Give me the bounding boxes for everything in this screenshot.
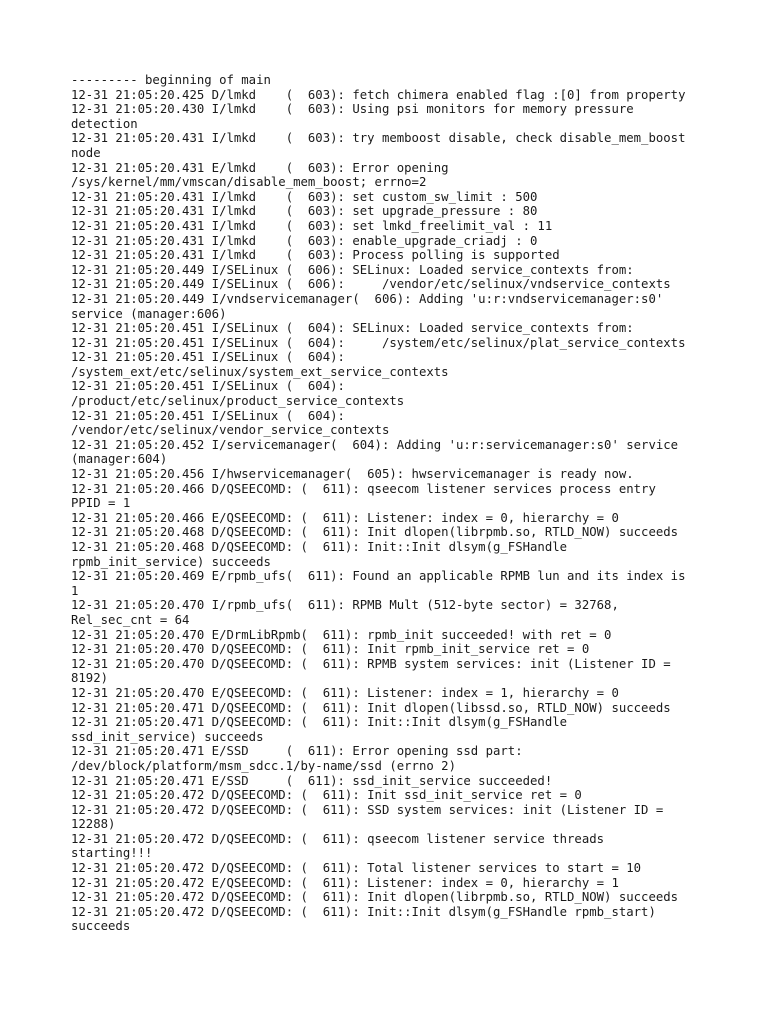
log-line: /sys/kernel/mm/vmscan/disable_mem_boost; errno=2 (71, 175, 427, 190)
log-line: 12-31 21:05:20.472 D/QSEECOMD: ( 611): SSD system services: init (Listener ID = (71, 802, 664, 817)
log-line: /vendor/etc/selinux/vendor_service_contexts (71, 423, 390, 438)
log-line: 12-31 21:05:20.431 I/lmkd ( 603): set upgrade_pressure : 80 (71, 204, 538, 219)
log-line: starting!!! (71, 846, 153, 861)
log-line: detection (71, 116, 138, 131)
log-line: 12-31 21:05:20.431 I/lmkd ( 603): set lmkd_freelimit_val : 11 (71, 218, 553, 233)
log-line: 12-31 21:05:20.452 I/servicemanager( 604): Adding 'u:r:servicemanager:s0' service (71, 437, 679, 452)
log-line: 12-31 21:05:20.468 D/QSEECOMD: ( 611): Init dlopen(librpmb.so, RTLD_NOW) succeeds (71, 525, 679, 540)
log-line: /product/etc/selinux/product_service_contexts (71, 394, 405, 409)
log-line: 12-31 21:05:20.431 E/lmkd ( 603): Error opening (71, 160, 449, 175)
log-line: 12-31 21:05:20.466 D/QSEECOMD: ( 611): qseecom listener services process entry (71, 481, 656, 496)
log-line: 12-31 21:05:20.472 D/QSEECOMD: ( 611): qseecom listener service threads (71, 831, 605, 846)
log-line: service (manager:606) (71, 306, 227, 321)
log-line: rpmb_init_service) succeeds (71, 554, 271, 569)
log-line: 12-31 21:05:20.449 I/SELinux ( 606): /vendor/etc/selinux/vndservice_contexts (71, 277, 671, 292)
log-line: succeeds (71, 919, 131, 934)
log-line: 12-31 21:05:20.451 I/SELinux ( 604): SELinux: Loaded service_contexts from: (71, 321, 634, 336)
log-line: 12-31 21:05:20.470 E/QSEECOMD: ( 611): Listener: index = 1, hierarchy = 0 (71, 685, 619, 700)
log-line: 12-31 21:05:20.456 I/hwservicemanager( 605): hwservicemanager is ready now. (71, 467, 634, 482)
log-line: 12-31 21:05:20.431 I/lmkd ( 603): Process polling is supported (71, 248, 560, 263)
log-line: 12-31 21:05:20.425 D/lmkd ( 603): fetch chimera enabled flag :[0] from property (71, 87, 686, 102)
log-line: /system_ext/etc/selinux/system_ext_service_contexts (71, 364, 449, 379)
log-line: 12-31 21:05:20.451 I/SELinux ( 604): (71, 379, 345, 394)
log-line: 12-31 21:05:20.471 D/QSEECOMD: ( 611): Init dlopen(libssd.so, RTLD_NOW) succeeds (71, 700, 671, 715)
log-line: 12-31 21:05:20.451 I/SELinux ( 604): /system/etc/selinux/plat_service_contexts (71, 335, 686, 350)
log-line: 12-31 21:05:20.470 I/rpmb_ufs( 611): RPMB Mult (512-byte sector) = 32768, (71, 598, 619, 613)
log-line: 12-31 21:05:20.472 D/QSEECOMD: ( 611): Init dlopen(librpmb.so, RTLD_NOW) succeeds (71, 890, 679, 905)
log-line: 12-31 21:05:20.471 E/SSD ( 611): Error opening ssd part: (71, 744, 523, 759)
log-line: 12-31 21:05:20.472 D/QSEECOMD: ( 611): Init::Init dlsym(g_FSHandle rpmb_start) (71, 904, 656, 919)
log-line: 12-31 21:05:20.431 I/lmkd ( 603): enable_upgrade_criadj : 0 (71, 233, 538, 248)
log-line: 12-31 21:05:20.470 D/QSEECOMD: ( 611): Init rpmb_init_service ret = 0 (71, 642, 590, 657)
log-line: 12288) (71, 817, 116, 832)
log-line: PPID = 1 (71, 496, 131, 511)
log-line: 12-31 21:05:20.431 I/lmkd ( 603): set custom_sw_limit : 500 (71, 189, 538, 204)
log-line: 12-31 21:05:20.472 D/QSEECOMD: ( 611): Init ssd_init_service ret = 0 (71, 788, 582, 803)
log-line: 12-31 21:05:20.472 E/QSEECOMD: ( 611): Listener: index = 0, hierarchy = 1 (71, 875, 619, 890)
log-line: 12-31 21:05:20.449 I/SELinux ( 606): SELinux: Loaded service_contexts from: (71, 262, 634, 277)
log-line: (manager:604) (71, 452, 168, 467)
log-line: 12-31 21:05:20.470 D/QSEECOMD: ( 611): RPMB system services: init (Listener ID = (71, 656, 671, 671)
log-line: 12-31 21:05:20.469 E/rpmb_ufs( 611): Found an applicable RPMB lun and its index is (71, 569, 686, 584)
log-line: /dev/block/platform/msm_sdcc.1/by-name/ssd (errno 2) (71, 758, 456, 773)
log-line: 12-31 21:05:20.449 I/vndservicemanager( 606): Adding 'u:r:vndservicemanager:s0' (71, 291, 664, 306)
log-line: ssd_init_service) succeeds (71, 729, 264, 744)
log-line: 12-31 21:05:20.431 I/lmkd ( 603): try memboost disable, check disable_mem_boost (71, 131, 686, 146)
log-line: 12-31 21:05:20.470 E/DrmLibRpmb( 611): rpmb_init succeeded! with ret = 0 (71, 627, 612, 642)
log-line: --------- beginning of main (71, 73, 271, 87)
log-document (71, 73, 711, 934)
log-line: Rel_sec_cnt = 64 (71, 612, 190, 627)
log-line: 12-31 21:05:20.468 D/QSEECOMD: ( 611): Init::Init dlsym(g_FSHandle (71, 540, 568, 554)
log-line: 12-31 21:05:20.471 E/SSD ( 611): ssd_init_service succeeded! (71, 773, 553, 788)
log-line: 12-31 21:05:20.471 D/QSEECOMD: ( 611): Init::Init dlsym(g_FSHandle (71, 715, 568, 730)
log-line: 1 (71, 583, 79, 598)
log-line: 12-31 21:05:20.472 D/QSEECOMD: ( 611): Total listener services to start = 10 (71, 861, 642, 876)
log-line: 12-31 21:05:20.451 I/SELinux ( 604): (71, 350, 345, 365)
log-line: 12-31 21:05:20.466 E/QSEECOMD: ( 611): Listener: index = 0, hierarchy = 0 (71, 510, 619, 525)
log-line: 12-31 21:05:20.451 I/SELinux ( 604): (71, 408, 345, 423)
log-line: 8192) (71, 671, 109, 686)
log-line: 12-31 21:05:20.430 I/lmkd ( 603): Using psi monitors for memory pressure (71, 102, 634, 117)
log-line: node (71, 145, 101, 160)
